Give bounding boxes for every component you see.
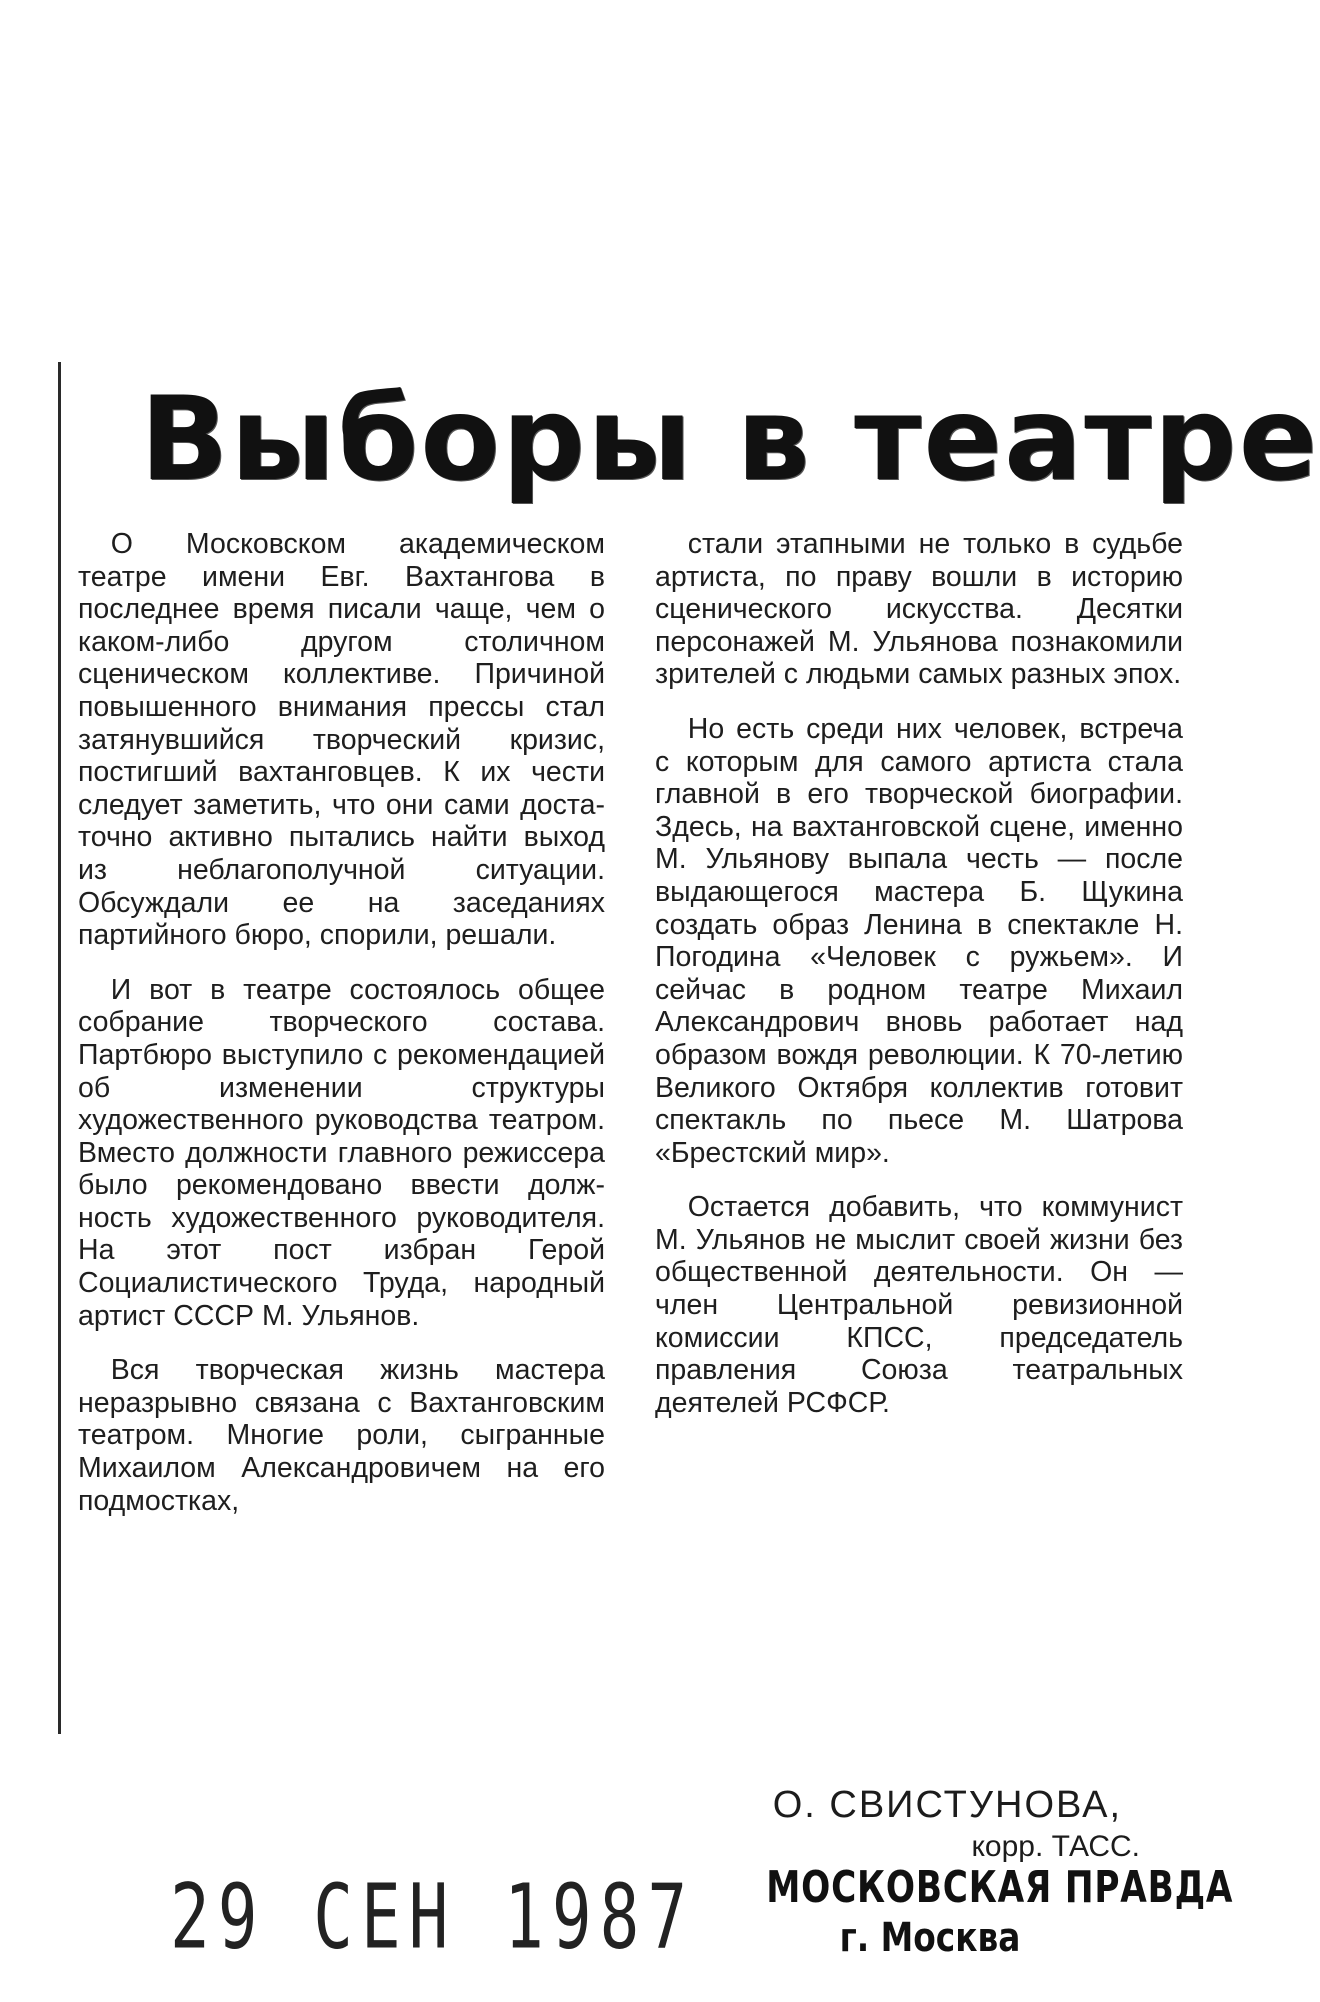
date-stamp: 29 СЕН 1987	[170, 1865, 696, 1969]
paragraph: Но есть среди них человек, встреча с которым для самого артиста стала главной в его творческой биографии. Здесь, на вахтанговской сцене, именно М. Ульянову выпала честь — после выдающегося мастера Б. Щукина создать образ Ленина в спектакле Н. Погодина «Человек с ружьем». И сейчас в родном театре Михаил Александрович вновь работает над образом вождя революции. К 70-летию Великого Октября коллектив готовит спектакль по пьесе М. Шатрова «Брестский мир».	[655, 712, 1183, 1169]
headline: Выборы в театре	[140, 372, 1320, 507]
paragraph: Вся творческая жизнь мастера неразрывно связана с Вахтанговским театром. Многие роли, сыгранные Михаилом Александровичем на его подмостках,	[78, 1354, 605, 1517]
author-name: О. СВИСТУНОВА,	[772, 1784, 1122, 1826]
paragraph: Остается добавить, что коммунист М. Ульянов не мыслит своей жизни без общественной деятельности. Он — член Центральной ревизионной комиссии КПСС, председатель правления Союза театральных деятелей РСФСР.	[655, 1191, 1183, 1419]
byline	[700, 1782, 1140, 1866]
paragraph: О Московском академическом театре имени Евг. Вахтангова в последнее время писали чаще, чем о каком-либо другом столичном сценическом коллективе. Причиной повышенного внимания прессы стал затянувшийся творческий кризис, постигший вахтанговцев. К их чести следует заметить, что они сами достаточно активно пытались найти выход из неблагополучной ситуации. Обсуждали ее на заседаниях партийного бюро, спорили, решали.	[78, 528, 605, 952]
column-rule-left	[58, 362, 61, 1734]
newspaper-city: г. Москва	[839, 1915, 1021, 1961]
paragraph: стали этапными не только в судьбе артиста, по праву вошли в историю сценического искусства. Десятки персонажей М. Ульянова познакомили зрителей с людьми самых разных эпох.	[655, 528, 1183, 691]
article-column-right	[655, 528, 1183, 1441]
article-column-left	[78, 528, 605, 1539]
author-role: корр. ТАСС.	[971, 1830, 1140, 1863]
newspaper-stamp	[720, 1862, 1234, 1962]
paragraph: И вот в театре состоялось общее собрание творческого состава. Партбюро выступило с рекомендацией об изменении структуры художественного руководства театром. Вместо должности главного режиссера было рекомендовано ввести должность художественного руководителя. На этот пост избран Герой Социалистического Труда, народный артист СССР М. Ульянов.	[78, 973, 605, 1332]
newspaper-name: МОСКОВСКАЯ ПРАВДА	[766, 1862, 1234, 1913]
